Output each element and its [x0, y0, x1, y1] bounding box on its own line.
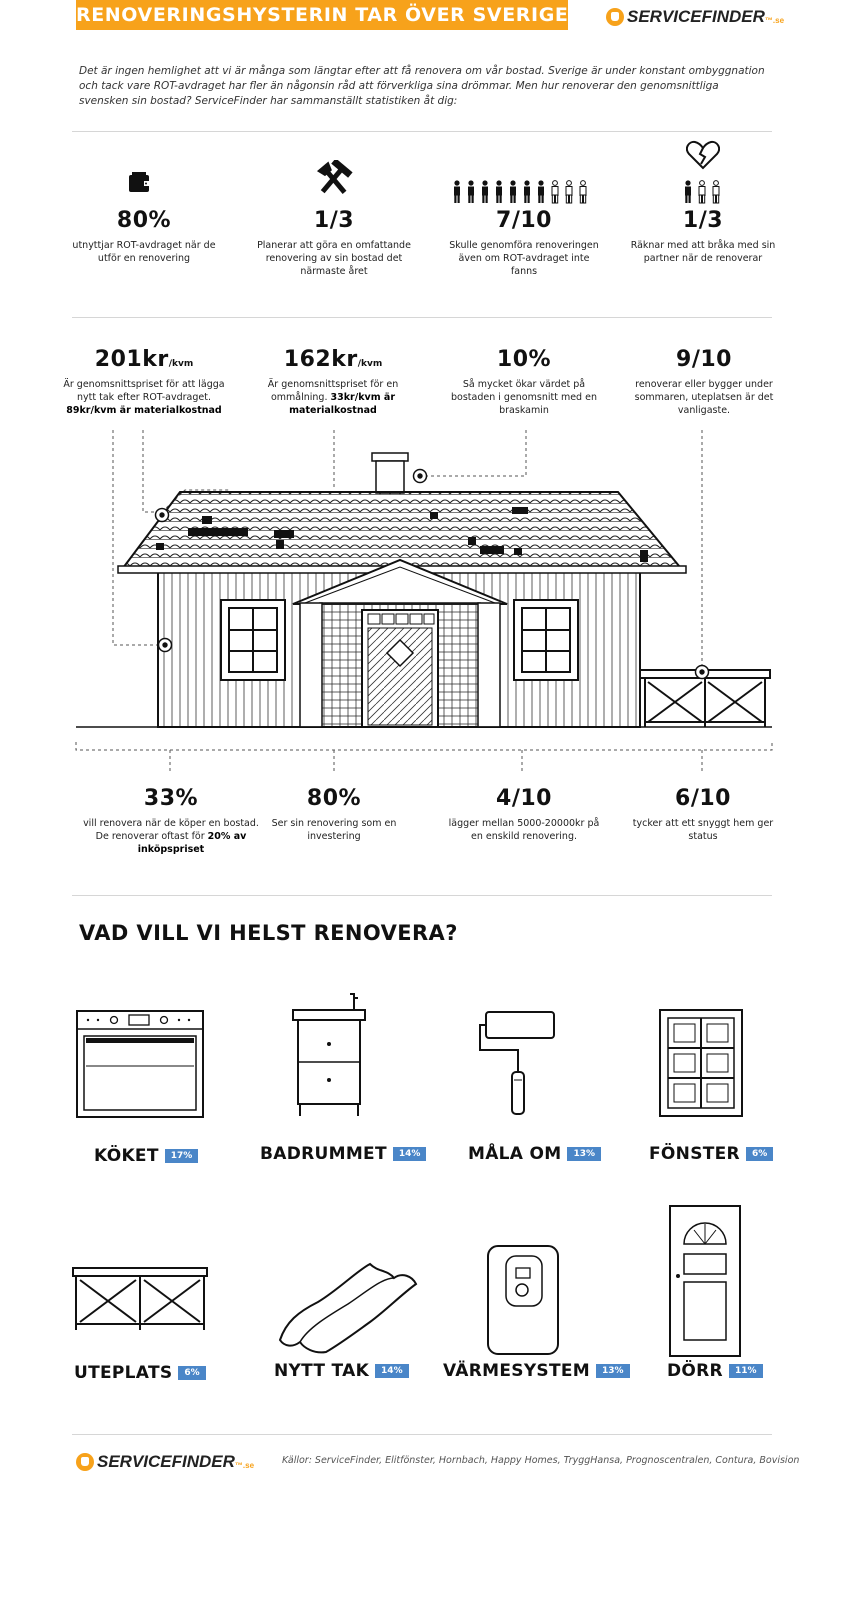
category-badrummet[interactable] — [260, 1144, 426, 1164]
thumbs-up-icon — [76, 1453, 94, 1471]
stat-value: 1/3 — [682, 208, 724, 233]
stat-value: 10% — [496, 347, 552, 372]
stat-desc-bold: 89kr/kvm är materialkostnad — [66, 405, 222, 416]
page-title: RENOVERINGSHYSTERIN TAR ÖVER SVERIGE — [76, 0, 568, 30]
category-name: VÄRMESYSTEM — [443, 1361, 591, 1381]
stat-desc: Planerar att göra en omfattande renovering av sin bostad det närmaste året — [257, 240, 411, 277]
stat-status — [626, 786, 780, 843]
stat-buy-renovate — [80, 786, 262, 856]
footer-logo[interactable] — [76, 1452, 254, 1472]
category-name: MÅLA OM — [468, 1144, 562, 1164]
thumbs-up-icon — [606, 8, 624, 26]
stat-desc: Så mycket ökar värdet på bostaden i genomsnitt med en braskamin — [451, 379, 597, 416]
category-name: BADRUMMET — [260, 1144, 387, 1164]
tools-icon — [308, 160, 360, 198]
logo-suffix: .se — [242, 1461, 255, 1470]
intro-text: Det är ingen hemlighet att vi är många som längtar efter att få renovera om vår bostad. Sverige är under konstant ombyggnation och tack vare ROT-avdraget har fler än någonsin råd att förverkliga sina drömmar. Men hur renoverar den genomsnittliga svensken sin bostad? ServiceFinder har sammanställt statistiken åt dig: — [79, 65, 765, 107]
category-fonster[interactable] — [649, 1144, 773, 1164]
stat-desc: Skulle genomföra renoveringen även om ROT-avdraget inte fanns — [449, 240, 599, 277]
oven-icon — [76, 1008, 204, 1118]
stat-rot-usage — [64, 208, 224, 265]
stat-without-rot — [444, 208, 604, 278]
paint-roller-icon — [478, 1010, 558, 1118]
category-uteplats[interactable] — [74, 1363, 206, 1383]
stat-desc-bold: 33kr/kvm är materialkostnad — [289, 392, 396, 416]
stat-desc: renoverar eller bygger under sommaren, uteplatsen är det vanligaste. — [634, 379, 774, 416]
category-percent: 13% — [567, 1147, 601, 1161]
divider — [72, 317, 772, 318]
stat-desc: utnyttjar ROT-avdraget när de utför en renovering — [72, 240, 216, 264]
category-percent: 13% — [596, 1364, 630, 1378]
stat-value: 1/3 — [313, 208, 355, 233]
stat-desc: vill renovera när de köper en bostad. De renoverar oftast för — [83, 818, 259, 842]
stat-desc: Är genomsnittspriset för en ommålning. — [267, 379, 399, 403]
stat-summer — [628, 347, 780, 417]
stat-investment — [262, 786, 406, 843]
logo-text: SERVICEFINDER — [97, 1452, 235, 1471]
logo-tm: ™ — [764, 16, 773, 25]
stat-desc: Ser sin renovering som en investering — [271, 818, 397, 842]
section-title: VAD VILL VI HELST RENOVERA? — [79, 921, 458, 945]
stat-partner — [623, 208, 783, 265]
category-nytt-tak[interactable] — [274, 1361, 409, 1381]
category-name: FÖNSTER — [649, 1144, 740, 1164]
bathroom-cabinet-icon — [290, 992, 368, 1118]
stat-spending — [448, 786, 600, 843]
category-name: KÖKET — [94, 1146, 159, 1166]
house-illustration — [0, 420, 858, 780]
stat-desc: Räknar med att bråka med sin partner när de renoverar — [630, 240, 776, 264]
stat-value: 4/10 — [496, 786, 552, 811]
stat-value: 7/10 — [496, 208, 552, 233]
stat-value: 80% — [306, 786, 362, 811]
stat-desc: Är genomsnittspriset för att lägga nytt tak efter ROT-avdraget. — [63, 379, 225, 403]
logo-text: SERVICEFINDER — [627, 7, 765, 26]
category-percent: 6% — [746, 1147, 773, 1161]
stat-planning — [254, 208, 414, 278]
category-name: NYTT TAK — [274, 1361, 370, 1381]
category-name: DÖRR — [667, 1361, 723, 1381]
heat-pump-icon — [486, 1244, 560, 1356]
category-percent: 14% — [375, 1364, 409, 1378]
servicefinder-logo[interactable] — [606, 7, 784, 27]
stat-value: 201kr — [94, 347, 169, 372]
stat-value: 9/10 — [676, 347, 732, 372]
sources-text: Källor: ServiceFinder, Elitfönster, Hornbach, Happy Homes, TryggHansa, Prognoscentralen, Contura, Bovision — [282, 1455, 800, 1466]
logo-suffix: .se — [772, 16, 785, 25]
wallet-icon — [128, 170, 152, 194]
category-percent: 11% — [729, 1364, 763, 1378]
category-percent: 14% — [393, 1147, 427, 1161]
stat-fireplace-value — [448, 347, 600, 417]
logo-tm: ™ — [234, 1461, 243, 1470]
roof-tile-icon — [278, 1262, 420, 1356]
partner-people-icon — [683, 180, 723, 204]
stat-paint-price — [258, 347, 408, 417]
stat-value: 33% — [143, 786, 199, 811]
door-icon — [668, 1204, 742, 1358]
window-icon — [658, 1008, 744, 1118]
category-dorr[interactable] — [667, 1361, 763, 1381]
category-mala-om[interactable] — [468, 1144, 601, 1164]
people-icon — [452, 180, 594, 204]
category-percent: 17% — [165, 1149, 199, 1163]
patio-railing-icon — [72, 1266, 208, 1332]
category-koket[interactable] — [94, 1146, 198, 1166]
category-percent: 6% — [178, 1366, 205, 1380]
stat-desc-bold: 20% av inköpspriset — [137, 831, 247, 855]
divider — [72, 131, 772, 132]
stat-value: 6/10 — [675, 786, 731, 811]
stat-unit: /kvm — [168, 359, 194, 369]
broken-heart-icon — [686, 140, 720, 170]
stat-roof-price — [55, 347, 233, 417]
stat-desc: tycker att ett snyggt hem ger status — [632, 818, 774, 842]
category-name: UTEPLATS — [74, 1363, 173, 1383]
stat-value: 162kr — [283, 347, 358, 372]
category-varmesystem[interactable] — [443, 1361, 630, 1381]
stat-unit: /kvm — [357, 359, 383, 369]
stat-desc: lägger mellan 5000-20000kr på en enskild renovering. — [448, 818, 600, 842]
divider — [72, 895, 772, 896]
divider — [72, 1434, 772, 1435]
stat-value: 80% — [116, 208, 172, 233]
